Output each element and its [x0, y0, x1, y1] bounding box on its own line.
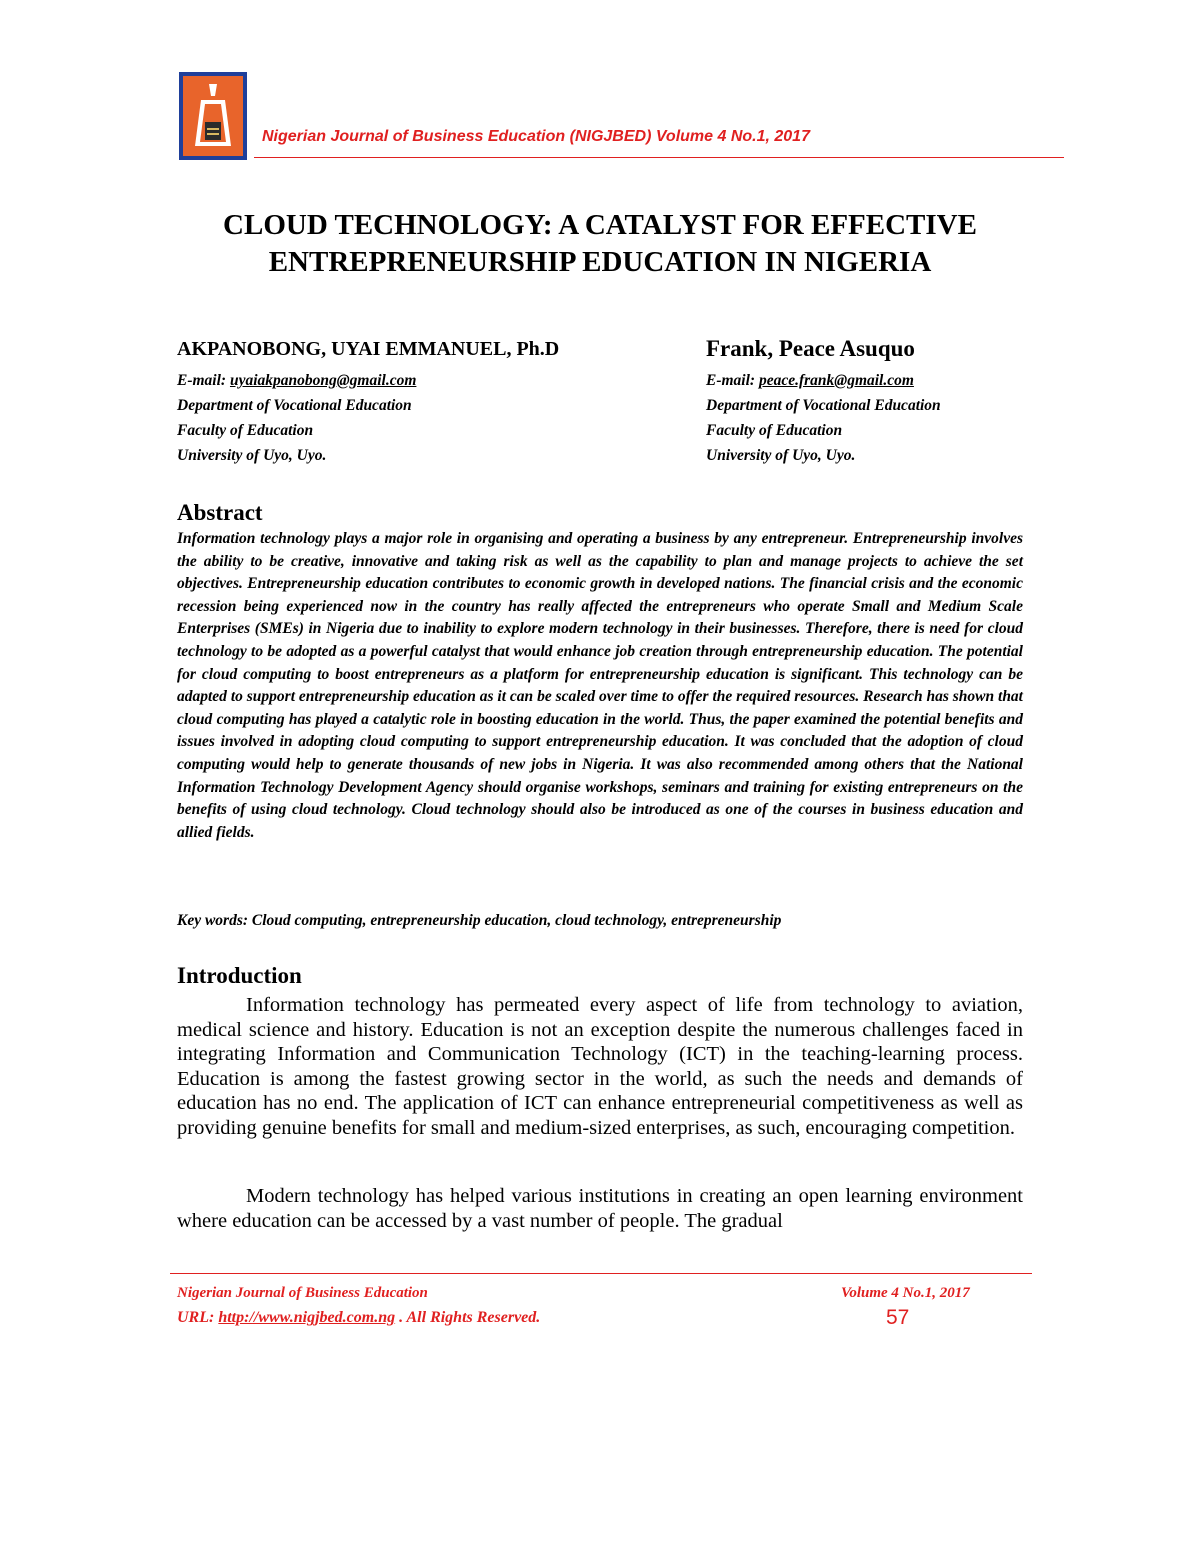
footer-divider — [170, 1273, 1032, 1274]
title-line-2: ENTREPRENEURSHIP EDUCATION IN NIGERIA — [268, 246, 932, 278]
author-faculty: Faculty of Education — [706, 422, 843, 439]
author-name: AKPANOBONG, UYAI EMMANUEL, Ph.D — [177, 338, 560, 360]
email-label: E-mail: — [706, 372, 759, 389]
introduction-paragraph-1 — [177, 993, 1023, 1140]
abstract-text: Information technology plays a major role in organising and operating a business by any entrepreneur. Entrepreneurship involves the ability to be creative, innovative and taking risk as well as the capability to plan and manage projects to achieve the set objectives. Entrepreneurship education contributes to economic growth in developed nations. The financial crisis and the economic recession being experienced now in the country has really affected the entrepreneurs who operate Small and Medium Scale Enterprises (SMEs) in Nigeria due to inability to explore modern technology in their businesses. Therefore, there is need for cloud technology to be adopted as a powerful catalyst that would enhance job creation through entrepreneurship education. The potential for cloud computing to boost entrepreneurs as a platform for entrepreneurship education is significant. This technology can be adapted to support entrepreneurship education as it can be scaled over time to offer the required resources. Research has shown that cloud computing has played a catalytic role in boosting education in the world. Thus, the paper examined the potential benefits and issues involved in adopting cloud computing to support entrepreneurship education. It was concluded that the adoption of cloud computing would help to generate thousands of new jobs in Nigeria. It was also recommended among others that the National Information Technology Development Agency should organise workshops, seminars and training for existing entrepreneurs on the benefits of using cloud technology. Cloud technology should also be introduced as one of the courses in business education and allied fields. — [177, 530, 1023, 841]
paragraph-text: Modern technology has helped various institutions in creating an open learning environment where education can be accessed by a vast number of people. The gradual — [177, 1185, 1023, 1232]
introduction-heading: Introduction — [177, 963, 302, 988]
journal-seal-icon — [183, 76, 243, 156]
author-block-2 — [706, 337, 941, 468]
paper-title — [0, 207, 1200, 281]
journal-header-title: Nigerian Journal of Business Education (NIGJBED) Volume 4 No.1, 2017 — [262, 128, 810, 145]
footer-journal-name: Nigerian Journal of Business Education — [177, 1285, 428, 1301]
author-email-link[interactable]: uyaiakpanobong@gmail.com — [229, 372, 417, 389]
author-department: Department of Vocational Education — [177, 397, 412, 414]
footer-url-label: URL: — [177, 1309, 219, 1326]
page-number: 57 — [886, 1306, 910, 1329]
author-faculty: Faculty of Education — [177, 422, 314, 439]
author-university: University of Uyo, Uyo. — [177, 447, 327, 464]
footer-url-line — [177, 1309, 540, 1327]
author-university: University of Uyo, Uyo. — [706, 447, 856, 464]
author-department: Department of Vocational Education — [706, 397, 941, 414]
footer-volume: Volume 4 No.1, 2017 — [841, 1285, 970, 1301]
paragraph-text: Information technology has permeated every aspect of life from technology to aviation, medical science and history. Education is not an exception despite the numerous challenges faced in integrating Information and Communication Technology (ICT) in the teaching-learning process. Education is among the fastest growing sector in the world, as such the needs and demands of education has no end. The application of ICT can enhance entrepreneurial competitiveness as well as providing genuine benefits for small and medium-sized enterprises, as such, encouraging competition. — [177, 994, 1023, 1139]
footer-url-link[interactable]: http://www.nigjbed.com.ng — [218, 1309, 396, 1326]
header-divider — [254, 157, 1064, 158]
title-line-1: CLOUD TECHNOLOGY: A CATALYST FOR EFFECTIVE — [223, 209, 977, 241]
author-email-line — [177, 368, 559, 393]
abstract-heading: Abstract — [177, 500, 263, 525]
footer-rights: . All Rights Reserved. — [395, 1309, 541, 1326]
email-label: E-mail: — [177, 372, 230, 389]
keywords: Key words: Cloud computing, entrepreneurship education, cloud technology, entrepreneurship — [177, 912, 782, 929]
author-name: Frank, Peace Asuquo — [706, 336, 915, 361]
author-email-line — [706, 368, 941, 393]
author-email-link[interactable]: peace.frank@gmail.com — [758, 372, 914, 389]
introduction-paragraph-2 — [177, 1184, 1023, 1233]
journal-logo — [179, 72, 247, 160]
author-block-1 — [177, 337, 559, 468]
